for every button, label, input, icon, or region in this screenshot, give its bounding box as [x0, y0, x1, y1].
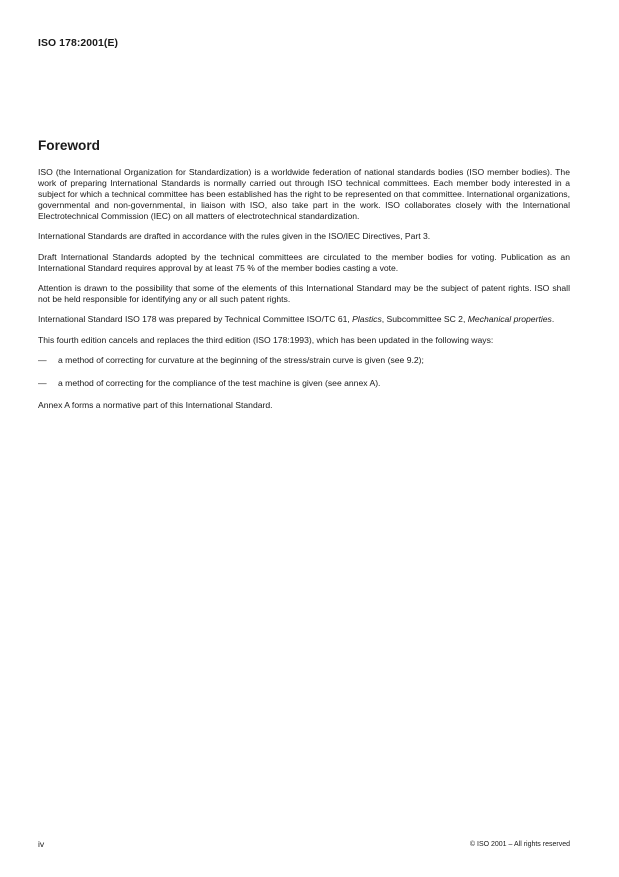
committee-text-prefix: International Standard ISO 178 was prepared by Technical Committee ISO/TC 61,: [38, 314, 353, 325]
foreword-body: [38, 167, 570, 420]
committee-text-suffix: .: [551, 314, 555, 325]
dash-bullet-icon: —: [38, 377, 47, 388]
committee-name: Plastics: [352, 314, 382, 325]
paragraph-patent-rights: Attention is drawn to the possibility that some of the elements of this International Standard may be the subject of patent rights. ISO shall not be held responsible for identifying any or all such patent rights.: [38, 283, 570, 304]
section-title: Foreword: [38, 138, 100, 153]
copyright-notice: © ISO 2001 – All rights reserved: [469, 841, 570, 848]
paragraph-iso-intro: ISO (the International Organization for Standardization) is a worldwide federation of national standards bodies (ISO member bodies). The work of preparing International Standards is normally carried out through ISO technical committees. Each member body interested in a subject for which a technical committee has been established has the right to be represented on that committee. International organizations, governmental and non-governmental, in liaison with ISO, also take part in the work. ISO collaborates closely with the International Electrotechnical Commission (IEC) on all matters of electrotechnical standardization.: [38, 167, 570, 221]
list-item-text: a method of correcting for curvature at the beginning of the stress/strain curve is given (see 9.2);: [58, 355, 424, 366]
list-item: [38, 378, 570, 389]
subcommittee-name: Mechanical properties: [467, 314, 552, 325]
paragraph-committee: [38, 314, 570, 325]
paragraph-annex: Annex A forms a normative part of this International Standard.: [38, 399, 273, 410]
page-number: iv: [38, 839, 45, 849]
document-identifier: ISO 178:2001(E): [38, 38, 119, 49]
dash-bullet-icon: —: [38, 355, 47, 366]
list-item: [38, 355, 570, 366]
paragraph-edition: This fourth edition cancels and replaces the third edition (ISO 178:1993), which has been updated in the following ways:: [38, 334, 494, 345]
committee-text-middle: , Subcommittee SC 2,: [381, 314, 468, 325]
paragraph-voting: Draft International Standards adopted by the technical committees are circulated to the member bodies for voting. Publication as an International Standard requires approval by at least 75 % of the member bodies casting a vote.: [38, 251, 570, 273]
paragraph-drafting-rules: International Standards are drafted in accordance with the rules given in the ISO/IEC Directives, Part 3.: [38, 231, 431, 242]
list-item-text: a method of correcting for the compliance of the test machine is given (see annex A).: [58, 377, 381, 388]
